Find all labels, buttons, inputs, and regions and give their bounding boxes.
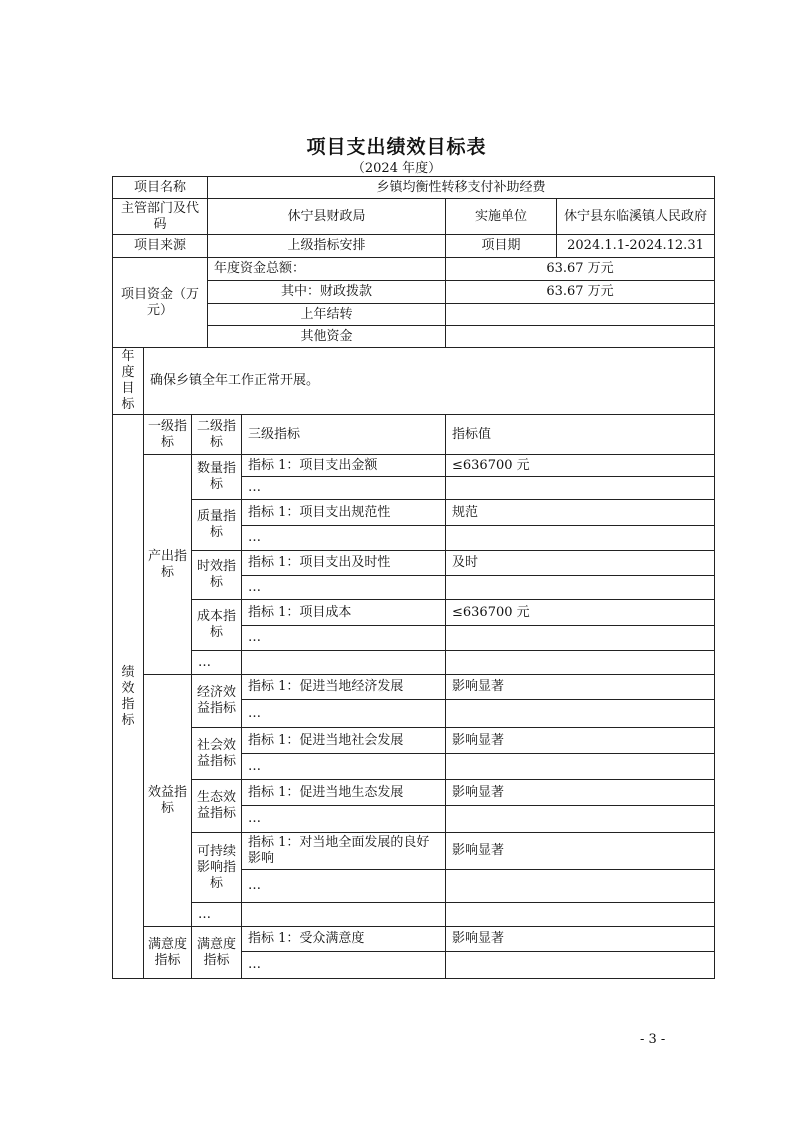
funds-label: 项目资金（万元） [112,257,208,348]
funds-other-value [445,325,715,348]
l3-sustainable-more: … [241,869,446,903]
l3-economic-value: 影响显著 [445,674,715,700]
goal-label: 年 度 目 标 [112,347,144,415]
l3-sustainable-value: 影响显著 [445,832,715,870]
output-more: … [191,650,242,675]
l3-quantity-more: … [241,476,446,500]
l2-ecological-label: 生态效益指标 [191,779,242,833]
l3-sustainable-more-value [445,869,715,903]
goal-value: 确保乡镇全年工作正常开展。 [143,347,715,415]
output-label: 产出指标 [143,454,192,675]
l3-cost-indicator: 指标 1：项目成本 [241,599,446,626]
l2-sustainable-label: 可持续影响指标 [191,832,242,903]
funds-fiscal-value: 63.67 万元 [445,280,715,304]
l3-ecological-indicator: 指标 1：促进当地生态发展 [241,779,446,806]
funds-total-label: 年度资金总额： [207,257,446,281]
benefit-more: … [191,902,242,927]
l3-social-more: … [241,753,446,780]
period-label: 项目期 [445,234,557,258]
page-subtitle: （2024 年度） [351,161,442,176]
l3-social-indicator: 指标 1：促进当地社会发展 [241,727,446,754]
l3-satisfaction-value: 影响显著 [445,926,715,952]
page-title: 项目支出绩效目标表 [306,136,487,158]
l3-timeliness-indicator: 指标 1：项目支出及时性 [241,550,446,576]
l3-ecological-more: … [241,805,446,833]
perf-label: 绩 效 指 标 [112,414,144,979]
l3-ecological-value: 影响显著 [445,779,715,806]
project-name-value: 乡镇均衡性转移支付补助经费 [207,176,715,199]
funds-fiscal-label: 其中：财政拨款 [207,280,446,304]
l3-economic-more-value [445,699,715,728]
l3-quality-more-value [445,525,715,551]
l2-satisfaction-label: 满意度指标 [191,926,242,979]
l2-quantity-label: 数量指标 [191,454,242,500]
l3-quality-indicator: 指标 1：项目支出规范性 [241,499,446,526]
benefit-label: 效益指标 [143,674,192,927]
dept-label: 主管部门及代码 [112,198,208,235]
l2-economic-label: 经济效益指标 [191,674,242,728]
output-more-val [445,650,715,675]
funds-total-value: 63.67 万元 [445,257,715,281]
page-number: - 3 - [640,1032,666,1047]
l2-quality-label: 质量指标 [191,499,242,551]
l3-satisfaction-more-value [445,951,715,979]
col-val-header: 指标值 [445,414,715,455]
l3-quantity-value: ≤636700 元 [445,454,715,477]
impl-label: 实施单位 [445,198,557,235]
project-name-label: 项目名称 [112,176,208,199]
l3-cost-more-value [445,625,715,651]
benefit-more-val [445,902,715,927]
l3-satisfaction-indicator: 指标 1：受众满意度 [241,926,446,952]
l3-quality-value: 规范 [445,499,715,526]
satisfaction-l1-label: 满意度指标 [143,926,192,979]
l3-social-value: 影响显著 [445,727,715,754]
col-l1-header: 一级指标 [143,414,192,455]
dept-value: 休宁县财政局 [207,198,446,235]
col-l2-header: 二级指标 [191,414,242,455]
funds-last-value [445,303,715,326]
col-l3-header: 三级指标 [241,414,446,455]
l3-cost-value: ≤636700 元 [445,599,715,626]
l3-economic-indicator: 指标 1：促进当地经济发展 [241,674,446,700]
l3-quantity-indicator: 指标 1：项目支出金额 [241,454,446,477]
l3-economic-more: … [241,699,446,728]
l2-cost-label: 成本指标 [191,599,242,651]
source-label: 项目来源 [112,234,208,258]
benefit-more-l3 [241,902,446,927]
funds-last-label: 上年结转 [207,303,446,326]
l3-satisfaction-more: … [241,951,446,979]
l3-quantity-more-value [445,476,715,500]
l3-sustainable-indicator: 指标 1：对当地全面发展的良好影响 [241,832,446,870]
funds-other-label: 其他资金 [207,325,446,348]
impl-value: 休宁县东临溪镇人民政府 [556,198,715,235]
period-value: 2024.1.1-2024.12.31 [556,234,715,258]
l3-quality-more: … [241,525,446,551]
l3-timeliness-value: 及时 [445,550,715,576]
l3-cost-more: … [241,625,446,651]
l3-ecological-more-value [445,805,715,833]
l3-timeliness-more: … [241,575,446,600]
l2-social-label: 社会效益指标 [191,727,242,780]
l3-timeliness-more-value [445,575,715,600]
l2-timeliness-label: 时效指标 [191,550,242,600]
source-value: 上级指标安排 [207,234,446,258]
output-more-l3 [241,650,446,675]
l3-social-more-value [445,753,715,780]
